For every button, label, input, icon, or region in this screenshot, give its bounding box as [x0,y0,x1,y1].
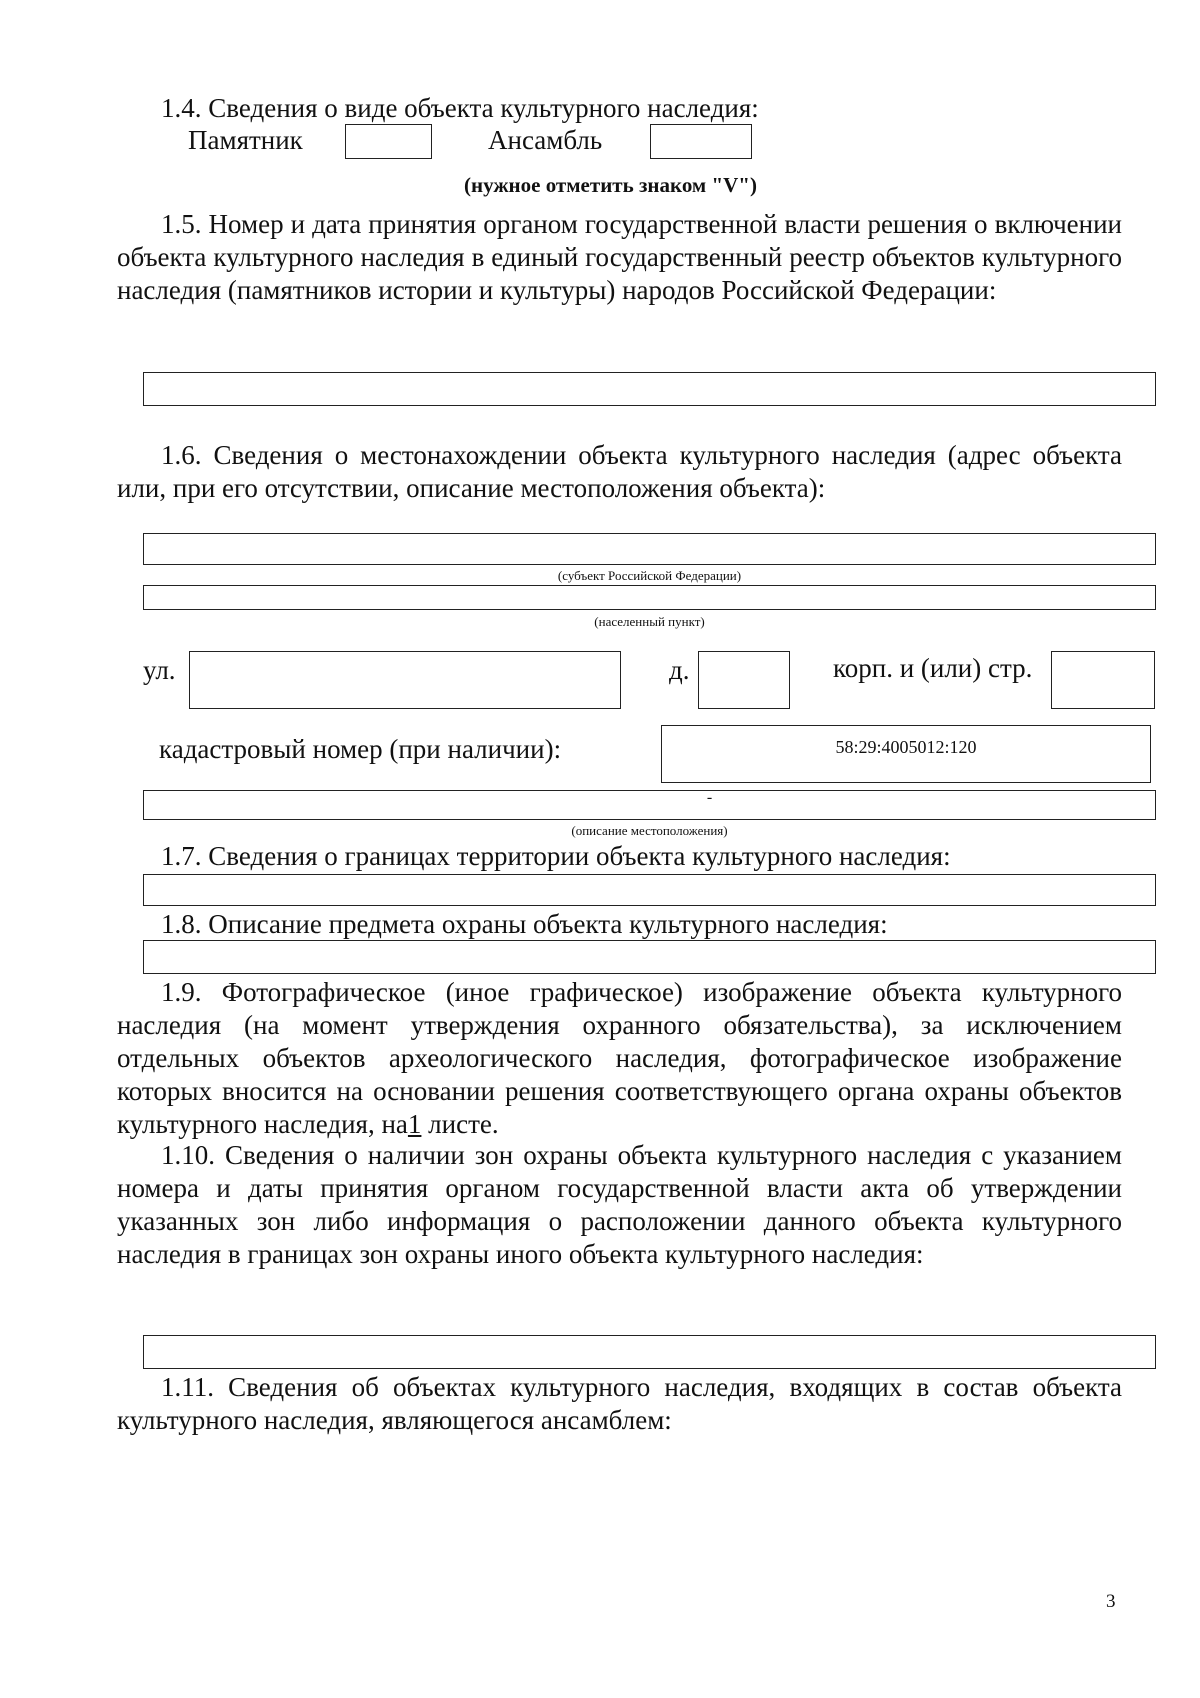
building-label: корп. и (или) стр. [833,653,1033,683]
territory-boundaries-field[interactable] [143,874,1156,906]
federal-subject-field[interactable] [143,533,1156,565]
monument-checkbox[interactable] [345,124,432,159]
sheet-count: 1 [407,1109,422,1139]
location-description-caption: (описание местоположения) [571,823,728,838]
street-label: ул. [143,655,176,685]
locality-caption: (населенный пункт) [594,614,705,629]
section-1-8-text: 1.8. Описание предмета охраны объекта культурного наследия: [161,909,888,939]
location-description-field[interactable] [143,790,1156,820]
option-monument-label: Памятник [188,125,303,155]
section-1-10-text: 1.10. Сведения о наличии зон охраны объекта культурного наследия с указанием номера и даты принятия органом государственной власти акта об утверждении указанных зон либо информация о расположении данного объекта культурного наследия в границах зон охраны иного объекта культурного наследия: [117,1140,1122,1269]
street-field[interactable] [189,651,621,709]
location-description-value: - [706,789,713,806]
section-1-7-text: 1.7. Сведения о границах территории объекта культурного наследия: [161,841,951,871]
option-ensemble-label: Ансамбль [488,125,603,155]
cadastral-field[interactable] [661,725,1151,783]
protection-subject-field[interactable] [143,940,1156,974]
federal-subject-caption: (субъект Российской Федерации) [557,568,742,583]
cadastral-value: 58:29:4005012:120 [835,737,977,757]
locality-field[interactable] [143,585,1156,610]
section-1-4-heading: 1.4. Сведения о виде объекта культурного наследия: [161,93,759,123]
mark-note: (нужное отметить знаком "V") [464,173,757,197]
section-1-9-text: 1.9. Фотографическое (иное графическое) изображение объекта культурного наследия (на момент утверждения охранного обязательства), за исключением отдельных объектов археологического наследия, фотографическое изображение которых вносится на основании решения соответствующего органа охраны объектов культурного наследия, на1 листе. [117,977,1122,1139]
house-field[interactable] [698,651,790,709]
ensemble-checkbox[interactable] [650,124,752,159]
section-1-5-text: 1.5. Номер и дата принятия органом государственной власти решения о включении объекта культурного наследия в единый государственный реестр объектов культурного наследия (памятников истории и культуры) народов Российской Федерации: [117,209,1122,305]
page-number: 3 [1106,1591,1116,1612]
protection-zones-field[interactable] [143,1335,1156,1369]
building-field[interactable] [1051,651,1155,709]
house-label: д. [669,655,690,685]
section-1-6-text: 1.6. Сведения о местонахождении объекта культурного наследия (адрес объекта или, при его отсутствии, описание местоположения объекта): [117,440,1122,503]
registry-decision-field[interactable] [143,372,1156,406]
cadastral-label: кадастровый номер (при наличии): [159,734,562,764]
section-1-11-text: 1.11. Сведения об объектах культурного наследия, входящих в состав объекта культурного наследия, являющегося ансамблем: [117,1372,1122,1435]
